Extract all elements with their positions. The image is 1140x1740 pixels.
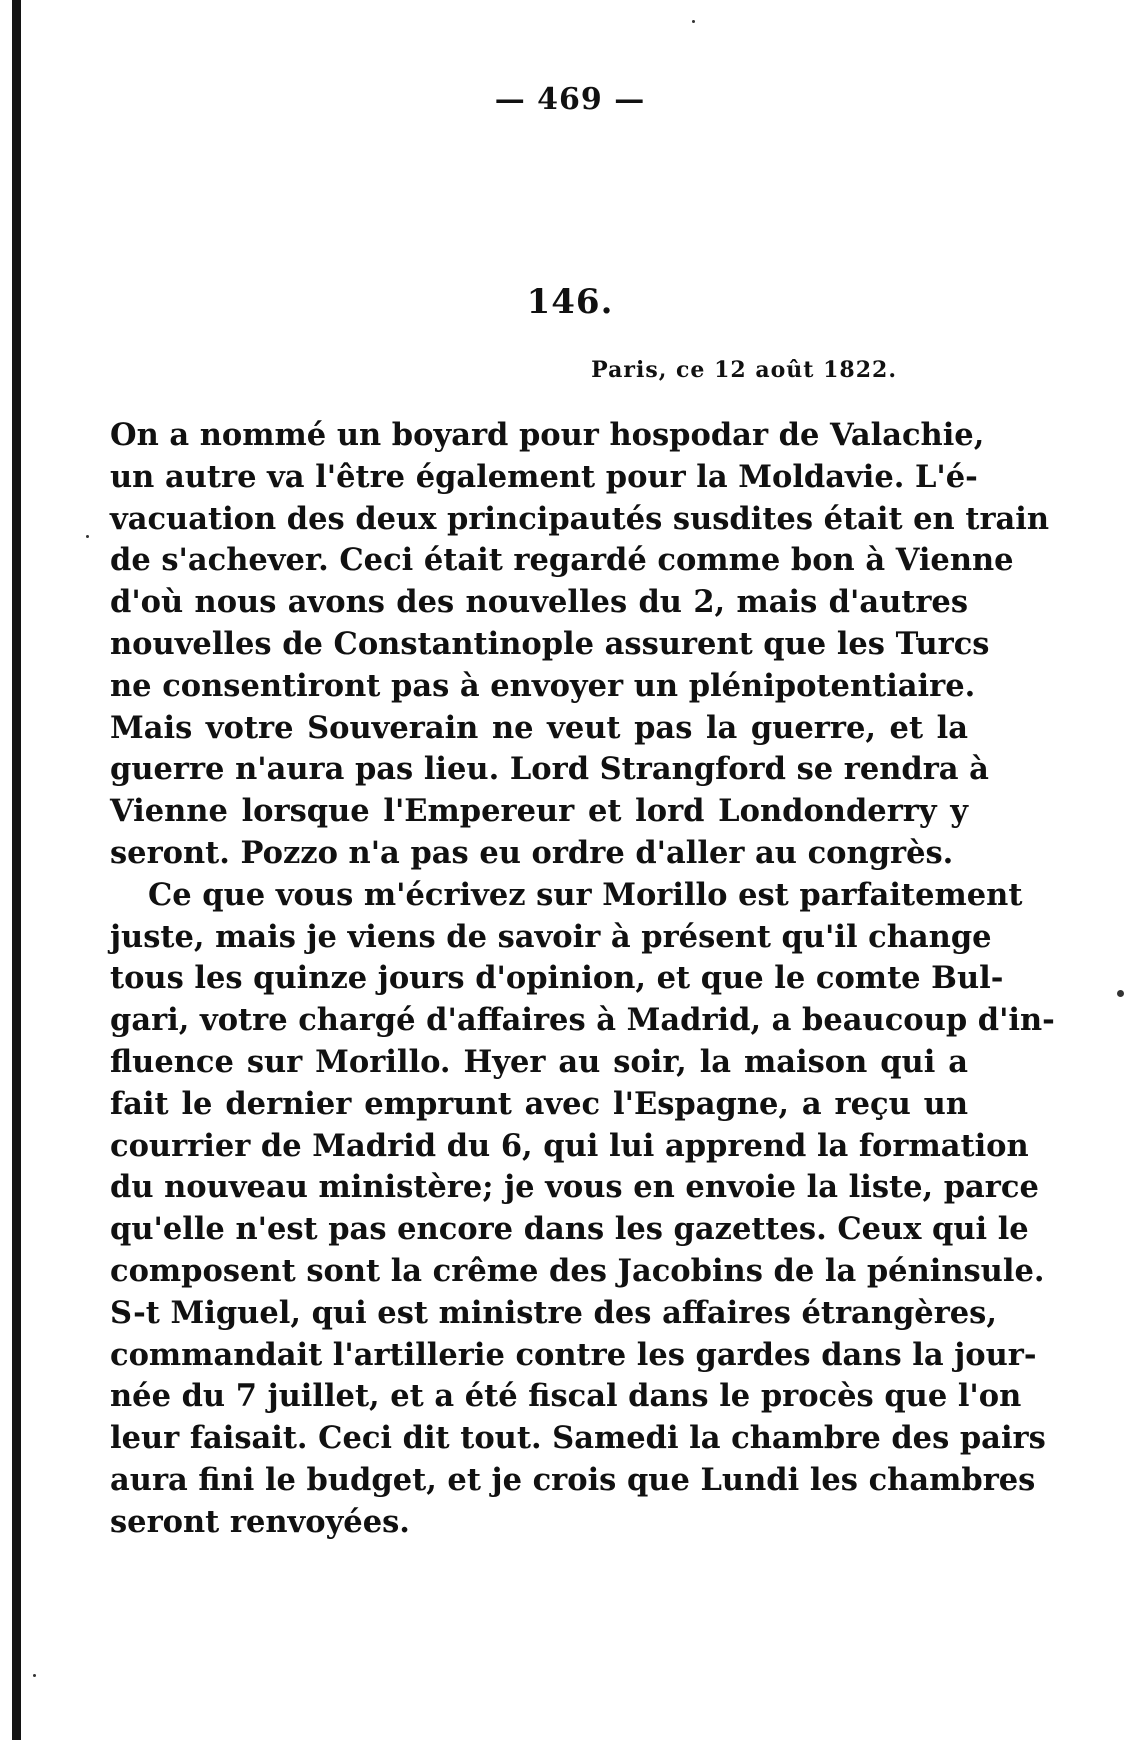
scan-speck (1117, 990, 1124, 997)
text-line: Mais votre Souverain ne veut pas la guerre, et la (110, 709, 968, 746)
text-line: qu'elle n'est pas encore dans les gazettes. Ceux qui le (110, 1211, 1029, 1248)
paragraph-2 (110, 875, 1055, 1544)
scan-speck (33, 1674, 36, 1677)
text-line: commandait l'artillerie contre les gardes dans la jour- (110, 1336, 1037, 1373)
text-line: fluence sur Morillo. Hyer au soir, la maison qui a (110, 1043, 968, 1080)
text-line: composent sont la crême des Jacobins de la péninsule. (110, 1252, 1045, 1289)
scan-speck (86, 535, 89, 538)
text-line: fait le dernier emprunt avec l'Espagne, a reçu un (110, 1085, 968, 1122)
text-line: Vienne lorsque l'Empereur et lord Londonderry y (110, 793, 968, 830)
letter-body (110, 415, 1055, 1544)
text-line: juste, mais je viens de savoir à présent qu'il change (110, 918, 992, 955)
text-line: seront renvoyées. (110, 1503, 410, 1540)
text-line: guerre n'aura pas lieu. Lord Strangford se rendra à (110, 751, 989, 788)
text-line: vacuation des deux principautés susdites était en train (110, 500, 1050, 537)
paragraph-1 (110, 415, 1050, 875)
text-line: Ce que vous m'écrivez sur Morillo est parfaitement (148, 876, 1023, 913)
text-line: ne consentiront pas à envoyer un plénipotentiaire. (110, 667, 976, 704)
text-line: nouvelles de Constantinople assurent que les Turcs (110, 625, 990, 662)
text-line: un autre va l'être également pour la Moldavie. L'é- (110, 458, 978, 495)
letter-number: 146. (526, 282, 614, 322)
text-line: seront. Pozzo n'a pas eu ordre d'aller au congrès. (110, 834, 954, 871)
text-line: leur faisait. Ceci dit tout. Samedi la chambre des pairs (110, 1420, 1046, 1457)
text-line: née du 7 juillet, et a été fiscal dans le procès que l'on (110, 1378, 1022, 1415)
page-number: — 469 — (494, 82, 646, 117)
text-line: de s'achever. Ceci était regardé comme bon à Vienne (110, 542, 1014, 579)
page-edge-shadow (12, 0, 21, 1740)
text-line: aura fini le budget, et je crois que Lundi les chambres (110, 1461, 1036, 1498)
scan-speck (692, 20, 695, 23)
text-line: S-t Miguel, qui est ministre des affaires étrangères, (110, 1294, 997, 1331)
text-line: du nouveau ministère; je vous en envoie la liste, parce (110, 1169, 1039, 1206)
text-line: d'où nous avons des nouvelles du 2, mais d'autres (110, 584, 968, 621)
text-line: gari, votre chargé d'affaires à Madrid, a beaucoup d'in- (110, 1002, 1055, 1039)
text-line: courrier de Madrid du 6, qui lui apprend la formation (110, 1127, 1029, 1164)
text-line: tous les quinze jours d'opinion, et que le comte Bul- (110, 960, 1004, 997)
dateline: Paris, ce 12 août 1822. (591, 357, 897, 383)
text-line: On a nommé un boyard pour hospodar de Valachie, (110, 417, 985, 453)
